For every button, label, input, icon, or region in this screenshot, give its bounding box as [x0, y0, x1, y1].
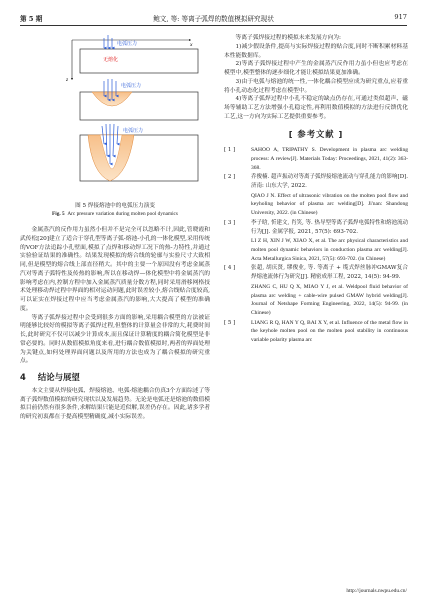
body-paragraph: 本文主要从焊接电弧、焊接熔池、电弧-熔池耦合仿真3个方面综述了等离子弧焊数值模拟的研究现状以及发展趋势。无论是电弧还是熔池的数值模拟目前仍然有很多条件,求解结果只能是近似解,误差仍存在。因此,诸多学者的研究初衷都在于提高模型精确度,减小实际误差。	[20, 387, 210, 420]
figure-5	[20, 34, 210, 200]
arc-pressure-label-a: 电弧压力	[117, 41, 138, 47]
panel-b	[80, 79, 198, 120]
reference-item	[224, 192, 408, 218]
body-paragraph: 金属蒸汽的反作用力虽然小但并不是完全可以忽略不计,因此,管晓霞和武传松[20]建立了适合于穿孔型等离子弧-熔池-小孔的一体化模型,采用传统的VOF方法追踪小孔壁面,模拟了点焊和移动焊工况下的热-力特性,并通过实验验证结果的准确性。结果发现模拟的熔合线的轮廓与实验尺寸大致相同,但是模型的熔合线上部直径稍大。其中的主要一个原因没有考虑金属蒸汽对等离子弧特性及传热的影响,所以在移动焊—体化模型中将金属蒸汽的影响考虑在内,控制方程中加入金属蒸汽质量分数方程,同时采用滑移网格技术处理移动焊过程中界面的相对运动问题,此时误差较小,熔合线贴合度较高,可以证实在焊接过程中应当考虑金属蒸汽的影响,大大提高了模型的准确度。	[20, 227, 211, 312]
section-number: 4	[20, 372, 26, 382]
outlook-point: 3)由于电弧与熔池的统一性,一体化耦合模型应成为研究重点,应着重将小孔动态化过程考虑在模型中。	[224, 78, 408, 94]
axis-x-a: x	[190, 42, 193, 48]
panel-c	[80, 124, 198, 181]
outlook-point: 2)等离子弧焊接过程中产生的金属蒸汽反作用力虽小但也应考虑在模型中,模型整体的逐步细化才能让模拟结果更加准确。	[224, 61, 408, 76]
arc-pressure-label-c: 电弧压力	[123, 128, 144, 134]
figure-5-caption-label: Fig. 5	[52, 211, 65, 217]
reference-text: 张超, 胡庆贤, 缪俊业, 等. 等离子 + 缆式焊丝脉冲GMAW复合焊熔池流体行为研究[J]. 精密成形工程, 2022, 14(5): 94-99.	[251, 265, 408, 281]
reference-number: [ 5 ]	[224, 319, 236, 326]
figure-5-caption-zh: 图 5 焊接熔池中的电弧压力演变	[75, 203, 155, 209]
arc-pressure-label-b: 电弧压力	[121, 83, 142, 89]
reference-number: [ 1 ]	[224, 147, 236, 154]
running-title: 鲍文, 等: 等离子弧焊的数值模拟研究现状	[153, 15, 274, 23]
reference-text: LI Z H, XIN J W, XIAO X, et al. The arc physical characteristics and molten pool dynamic behaviors in conduction plasma arc welding[J]. Acta Metallurgica Sinica, 2021, 57(5): 693-702. (in Chinese)	[251, 238, 408, 262]
reference-item	[224, 237, 408, 263]
reference-text: QIAO J N. Effect of ultrasonic vibration on the molten pool flow and keyholing behavior of plasma arc welding[D]. Ji'nan: Shandong University, 2022. (in Chinese)	[251, 192, 408, 217]
outlook-point: 1)减少假设条件,提高与实际焊接过程的贴合度,同时不断积累材料基本性能数据库。	[224, 43, 408, 59]
reference-item	[224, 219, 408, 236]
figure-5-caption-en-text: Arc pressure variation during molten pool dynamics	[67, 211, 178, 217]
section-title: 结论与展望	[37, 372, 80, 382]
reference-number: [ 3 ]	[224, 219, 236, 226]
issue-number: 第 5 期	[20, 15, 43, 23]
reference-item	[224, 283, 408, 318]
page-number: 917	[394, 13, 407, 21]
reference-item	[224, 264, 408, 281]
reference-number: [ 2 ]	[224, 174, 236, 181]
reference-text: 乔俊楠. 超声振动对等离子弧焊接熔池流动与穿孔能力的影响[D]. 济南: 山东大学, 2022.	[251, 174, 408, 190]
figure-5-caption-en	[20, 210, 210, 218]
reference-text: SAHOO A, TRIPATHY S. Development in plasma arc welding process: A review[J]. Materials Today: Proceedings, 2021, 41(2): 363-368.	[251, 147, 408, 171]
outlook-point: 4)等离子弧焊过程中小孔不稳定的缺点仍存在,可通过类似超声、磁场等辅助工艺方法增强小孔稳定性,再利用数值模拟的方法进行反馈优化工艺,这一方向为实际工艺提供重要参考。	[224, 96, 408, 120]
references-heading: [ 参考文献 ]	[288, 128, 344, 139]
reference-text: 李子晗, 忻建文, 肖笑, 等. 热导型等离子弧焊电弧特性和熔池流动行为[J]. 金属学报, 2021, 57(5): 693-702.	[251, 219, 408, 235]
no-melting-label: 无熔化	[103, 57, 119, 63]
header-rule	[20, 25, 407, 26]
reference-item	[224, 146, 408, 172]
body-paragraph: 等离子弧焊接过程的模拟未来发展方向为:	[235, 35, 341, 41]
right-column	[224, 34, 408, 346]
reference-text: LIANG R Q, HAN Y Q, BAI X Y, et al. Influence of the metal flow in the keyhole molten pool on the molten pool stability in continuous variable polarity plasma arc	[251, 319, 408, 344]
reference-item	[224, 173, 408, 190]
reference-item	[224, 319, 408, 345]
journal-url[interactable]: http://journals.nwpu.edu.cn/	[346, 588, 407, 594]
reference-number: [ 4 ]	[224, 265, 236, 272]
running-header	[20, 11, 407, 23]
panel-a	[65, 35, 198, 83]
figure-5-diagram	[20, 34, 210, 200]
section-heading	[20, 373, 210, 382]
body-paragraph: 等离子弧焊接过程中会受到很多方面的影响,采用耦合模型的方法被证明能够比较好的模拟等离子弧焊过程,但整体的计算量会非常的大,耗费时间长,此时研究不仅可以减少计算成本,而且保证计算精度的耦合简化模型是非常必要的。同时从数值模拟角度来看,进行耦合数值模拟时,两者的界面处理为关键点,如何处理界面问题以及所用的方法也成为了耦合模拟的研究重点。	[20, 314, 210, 365]
reference-text: ZHANG C, HU Q X, MIAO Y J, et al. Weldpool fluid behavior of plasma arc welding + cable-wire pulsed GMAW hybrid welding[J]. Journal of Netshape Forming Engineering, 2022, 14(5): 94-99. (in Chinese)	[251, 283, 408, 316]
left-column	[20, 34, 210, 422]
axis-z-a: z	[66, 77, 69, 83]
